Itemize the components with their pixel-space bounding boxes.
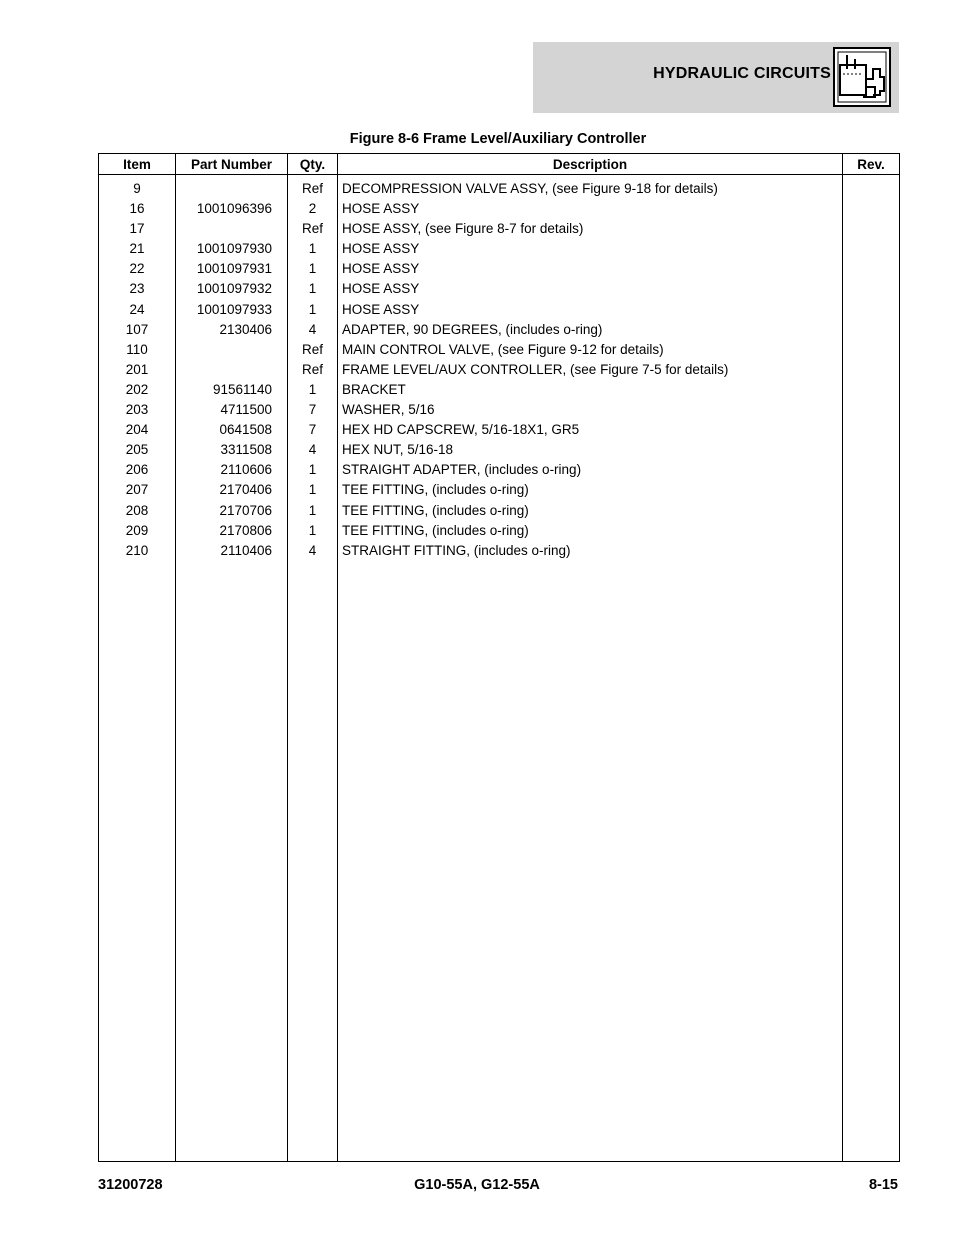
table-row <box>99 320 900 340</box>
cell-description: HEX HD CAPSCREW, 5/16-18X1, GR5 <box>338 420 843 440</box>
cell-description: TEE FITTING, (includes o-ring) <box>338 501 843 521</box>
cell-rev <box>843 480 900 500</box>
table-row <box>99 521 900 541</box>
cell-qty: 1 <box>288 501 338 521</box>
cell-part-number: 91561140 <box>176 380 288 400</box>
table-row <box>99 501 900 521</box>
cell-qty: 1 <box>288 380 338 400</box>
cell-item: 207 <box>99 480 176 500</box>
cell-item: 22 <box>99 259 176 279</box>
table-row <box>99 541 900 561</box>
cell-item: 201 <box>99 360 176 380</box>
cell-item: 21 <box>99 239 176 259</box>
table-row <box>99 340 900 360</box>
cell-item: 16 <box>99 199 176 219</box>
cell-part-number: 4711500 <box>176 400 288 420</box>
cell-item: 210 <box>99 541 176 561</box>
cell-part-number: 2110406 <box>176 541 288 561</box>
cell-rev <box>843 320 900 340</box>
cell-item: 206 <box>99 460 176 480</box>
cell-rev <box>843 219 900 239</box>
table-row <box>99 259 900 279</box>
cell-rev <box>843 380 900 400</box>
hydraulic-reservoir-icon <box>833 47 891 107</box>
cell-description: TEE FITTING, (includes o-ring) <box>338 480 843 500</box>
cell-qty: 1 <box>288 460 338 480</box>
cell-part-number <box>176 360 288 380</box>
cell-part-number <box>176 340 288 360</box>
cell-part-number: 2170706 <box>176 501 288 521</box>
cell-part-number: 2170806 <box>176 521 288 541</box>
cell-part-number: 1001097930 <box>176 239 288 259</box>
cell-rev-empty <box>843 561 900 1162</box>
cell-item: 204 <box>99 420 176 440</box>
cell-qty: 1 <box>288 480 338 500</box>
cell-part-number: 3311508 <box>176 440 288 460</box>
cell-description: BRACKET <box>338 380 843 400</box>
cell-rev <box>843 300 900 320</box>
cell-part-number: 2170406 <box>176 480 288 500</box>
cell-rev <box>843 175 900 200</box>
parts-table <box>98 153 900 1162</box>
cell-qty: Ref <box>288 340 338 360</box>
col-header-item: Item <box>99 154 176 175</box>
table-row <box>99 219 900 239</box>
cell-rev <box>843 420 900 440</box>
cell-rev <box>843 440 900 460</box>
cell-qty: 4 <box>288 440 338 460</box>
cell-qty-empty <box>288 561 338 1162</box>
table-row <box>99 360 900 380</box>
table-filler-row <box>99 561 900 1162</box>
cell-qty: 7 <box>288 420 338 440</box>
cell-rev <box>843 239 900 259</box>
table-row <box>99 420 900 440</box>
parts-table-body <box>99 175 900 1162</box>
col-header-part-number: Part Number <box>176 154 288 175</box>
cell-item: 205 <box>99 440 176 460</box>
cell-item-empty <box>99 561 176 1162</box>
cell-part-number <box>176 175 288 200</box>
cell-description: TEE FITTING, (includes o-ring) <box>338 521 843 541</box>
section-header <box>533 42 899 113</box>
cell-item: 203 <box>99 400 176 420</box>
cell-description: STRAIGHT ADAPTER, (includes o-ring) <box>338 460 843 480</box>
table-row <box>99 460 900 480</box>
table-row <box>99 175 900 200</box>
footer-document-number: 31200728 <box>98 1177 163 1193</box>
cell-qty: 1 <box>288 239 338 259</box>
cell-part-number: 0641508 <box>176 420 288 440</box>
cell-qty: 1 <box>288 259 338 279</box>
cell-description: MAIN CONTROL VALVE, (see Figure 9-12 for details) <box>338 340 843 360</box>
cell-description: WASHER, 5/16 <box>338 400 843 420</box>
cell-rev <box>843 400 900 420</box>
col-header-description: Description <box>338 154 843 175</box>
cell-qty: 7 <box>288 400 338 420</box>
cell-description: HOSE ASSY <box>338 199 843 219</box>
table-row <box>99 239 900 259</box>
cell-item: 209 <box>99 521 176 541</box>
cell-part-number: 1001096396 <box>176 199 288 219</box>
col-header-rev: Rev. <box>843 154 900 175</box>
cell-description: HOSE ASSY <box>338 239 843 259</box>
cell-description: STRAIGHT FITTING, (includes o-ring) <box>338 541 843 561</box>
cell-description: ADAPTER, 90 DEGREES, (includes o-ring) <box>338 320 843 340</box>
table-row <box>99 300 900 320</box>
table-row <box>99 480 900 500</box>
table-row <box>99 440 900 460</box>
cell-part-number: 1001097933 <box>176 300 288 320</box>
cell-rev <box>843 279 900 299</box>
cell-part-number: 2130406 <box>176 320 288 340</box>
cell-rev <box>843 340 900 360</box>
cell-qty: 2 <box>288 199 338 219</box>
cell-rev <box>843 460 900 480</box>
figure-title: Figure 8-6 Frame Level/Auxiliary Controller <box>349 131 647 147</box>
cell-part-number: 1001097932 <box>176 279 288 299</box>
cell-rev <box>843 521 900 541</box>
cell-part-number-empty <box>176 561 288 1162</box>
cell-description: HOSE ASSY <box>338 259 843 279</box>
cell-description: DECOMPRESSION VALVE ASSY, (see Figure 9-18 for details) <box>338 175 843 200</box>
cell-qty: 4 <box>288 541 338 561</box>
cell-description: HOSE ASSY <box>338 300 843 320</box>
cell-rev <box>843 360 900 380</box>
cell-description: HEX NUT, 5/16-18 <box>338 440 843 460</box>
cell-qty: 4 <box>288 320 338 340</box>
cell-description: FRAME LEVEL/AUX CONTROLLER, (see Figure 7-5 for details) <box>338 360 843 380</box>
cell-rev <box>843 501 900 521</box>
table-row <box>99 279 900 299</box>
table-header-row <box>99 154 900 175</box>
cell-qty: Ref <box>288 360 338 380</box>
table-row <box>99 400 900 420</box>
footer-model: G10-55A, G12-55A <box>414 1177 540 1193</box>
cell-description: HOSE ASSY <box>338 279 843 299</box>
cell-item: 107 <box>99 320 176 340</box>
cell-part-number <box>176 219 288 239</box>
cell-item: 208 <box>99 501 176 521</box>
cell-description: HOSE ASSY, (see Figure 8-7 for details) <box>338 219 843 239</box>
cell-part-number: 1001097931 <box>176 259 288 279</box>
cell-item: 110 <box>99 340 176 360</box>
cell-rev <box>843 541 900 561</box>
table-row <box>99 380 900 400</box>
cell-rev <box>843 199 900 219</box>
cell-item: 9 <box>99 175 176 200</box>
section-title: HYDRAULIC CIRCUITS <box>653 65 831 82</box>
cell-description-empty <box>338 561 843 1162</box>
cell-qty: 1 <box>288 279 338 299</box>
table-row <box>99 199 900 219</box>
cell-qty: Ref <box>288 175 338 200</box>
cell-item: 202 <box>99 380 176 400</box>
col-header-qty: Qty. <box>288 154 338 175</box>
footer-page-number: 8-15 <box>868 1177 898 1193</box>
cell-part-number: 2110606 <box>176 460 288 480</box>
cell-qty: Ref <box>288 219 338 239</box>
cell-rev <box>843 259 900 279</box>
cell-qty: 1 <box>288 521 338 541</box>
cell-item: 17 <box>99 219 176 239</box>
cell-item: 24 <box>99 300 176 320</box>
cell-qty: 1 <box>288 300 338 320</box>
cell-item: 23 <box>99 279 176 299</box>
